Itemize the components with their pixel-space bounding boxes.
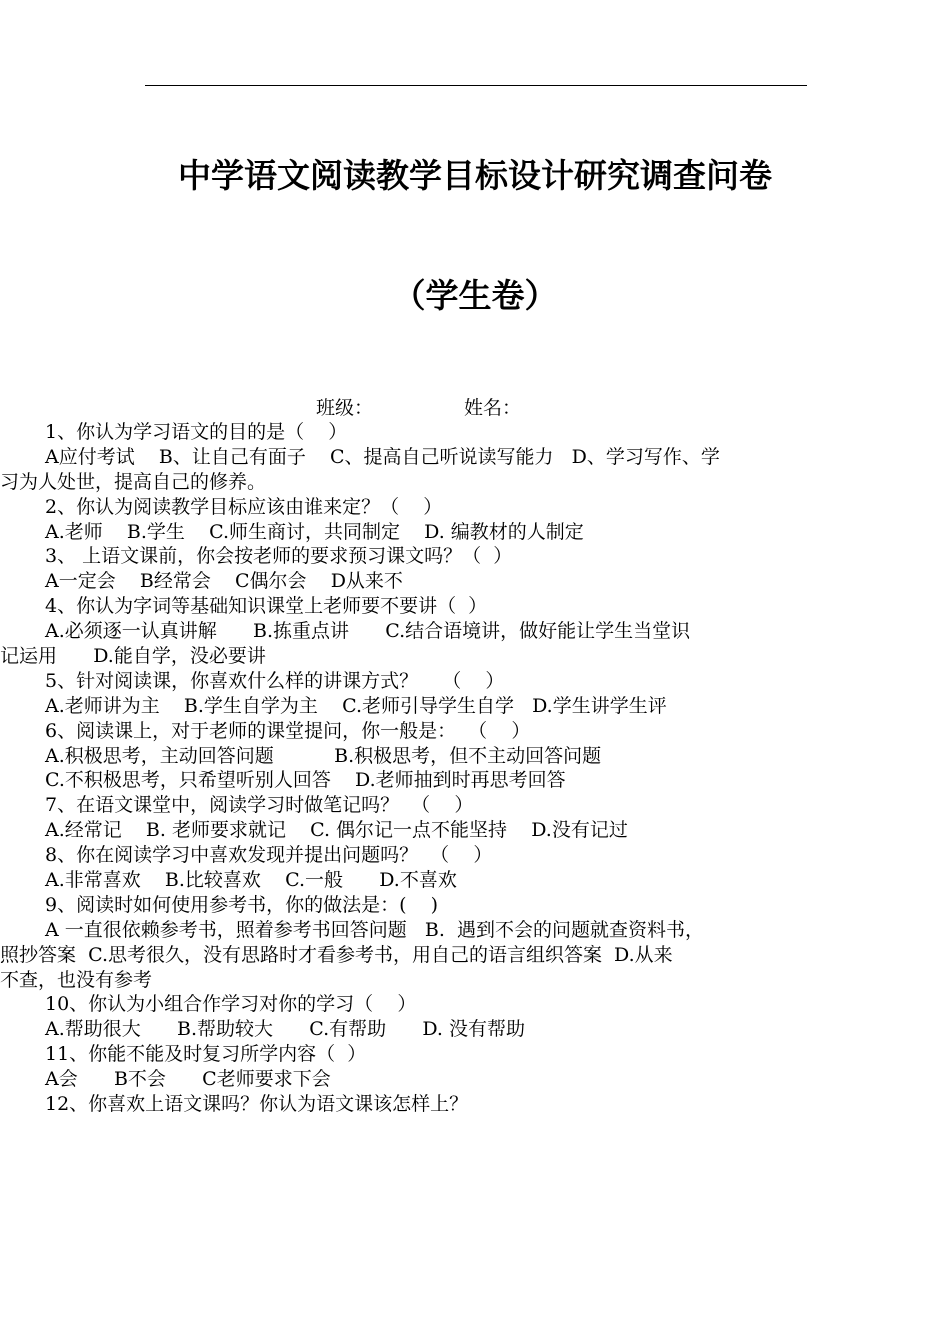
question-9-options: A 一直很依赖参考书，照着参考书回答问题 B. 遇到不会的问题就查资料书， [45, 918, 704, 941]
question-3: 3、 上语文课前，你会按老师的要求预习课文吗？（ ） [45, 545, 513, 568]
question-8-options: A.非常喜欢 B.比较喜欢 C.一般 D.不喜欢 [45, 869, 457, 892]
question-11-options: A会 B不会 C老师要求下会 [45, 1068, 331, 1091]
question-4-options-cont: 记运用 D.能自学，没必要讲 [0, 645, 266, 668]
class-label: 班级： [316, 397, 374, 419]
question-9-options-cont-2: 不查，也没有参考 [0, 968, 153, 991]
question-5: 5、针对阅读课，你喜欢什么样的讲课方式？ （ ） [45, 669, 505, 692]
question-4: 4、你认为字词等基础知识课堂上老师要不要讲（ ） [45, 595, 488, 618]
question-7: 7、在语文课堂中，阅读学习时做笔记吗？ （ ） [45, 794, 474, 817]
question-10: 10、你认为小组合作学习对你的学习（ ） [45, 993, 417, 1016]
top-rule [145, 85, 807, 86]
document-subtitle: （学生卷） [392, 276, 558, 315]
question-12: 12、你喜欢上语文课吗？你认为语文课该怎样上？ [45, 1093, 469, 1116]
question-9: 9、阅读时如何使用参考书，你的做法是：( ) [45, 893, 439, 916]
question-10-options: A.帮助很大 B.帮助较大 C.有帮助 D. 没有帮助 [45, 1018, 526, 1041]
question-7-options: A.经常记 B. 老师要求就记 C. 偶尔记一点不能坚持 D.没有记过 [45, 819, 628, 842]
question-6-options-cd: C.不积极思考，只希望听别人回答 D.老师抽到时再思考回答 [45, 769, 566, 792]
question-11: 11、你能不能及时复习所学内容（ ） [45, 1043, 367, 1066]
question-4-options: A.必须逐一认真讲解 B.拣重点讲 C.结合语境讲，做好能让学生当堂识 [45, 620, 691, 643]
question-1-options-cont: 习为人处世，提高自己的修养。 [0, 470, 267, 493]
question-1-options: A应付考试 B、让自己有面子 C、提高自己听说读写能力 D、学习写作、学 [45, 445, 720, 468]
question-2-options: A.老师 B.学生 C.师生商讨，共同制定 D. 编教材的人制定 [45, 520, 584, 543]
student-info-fields [316, 396, 521, 421]
question-1: 1、你认为学习语文的目的是（ ） [45, 421, 348, 443]
question-9-options-cont: 照抄答案 C.思考很久，没有思路时才看参考书，用自己的语言组织答案 D.从来 [0, 943, 673, 966]
document-title: 中学语文阅读教学目标设计研究调查问卷 [178, 156, 772, 195]
name-label: 姓名： [464, 397, 522, 419]
question-8: 8、你在阅读学习中喜欢发现并提出问题吗？ （ ） [45, 844, 493, 867]
questionnaire-body [0, 420, 820, 1117]
question-3-options: A一定会 B经常会 C偶尔会 D从来不 [45, 570, 403, 593]
question-6: 6、阅读课上，对于老师的课堂提问，你一般是： （ ） [45, 719, 531, 742]
question-6-options-ab: A.积极思考，主动回答问题 B.积极思考，但不主动回答问题 [45, 744, 602, 767]
question-5-options: A.老师讲为主 B.学生自学为主 C.老师引导学生自学 D.学生讲学生评 [45, 694, 667, 717]
question-2: 2、你认为阅读教学目标应该由谁来定？（ ） [45, 495, 443, 518]
